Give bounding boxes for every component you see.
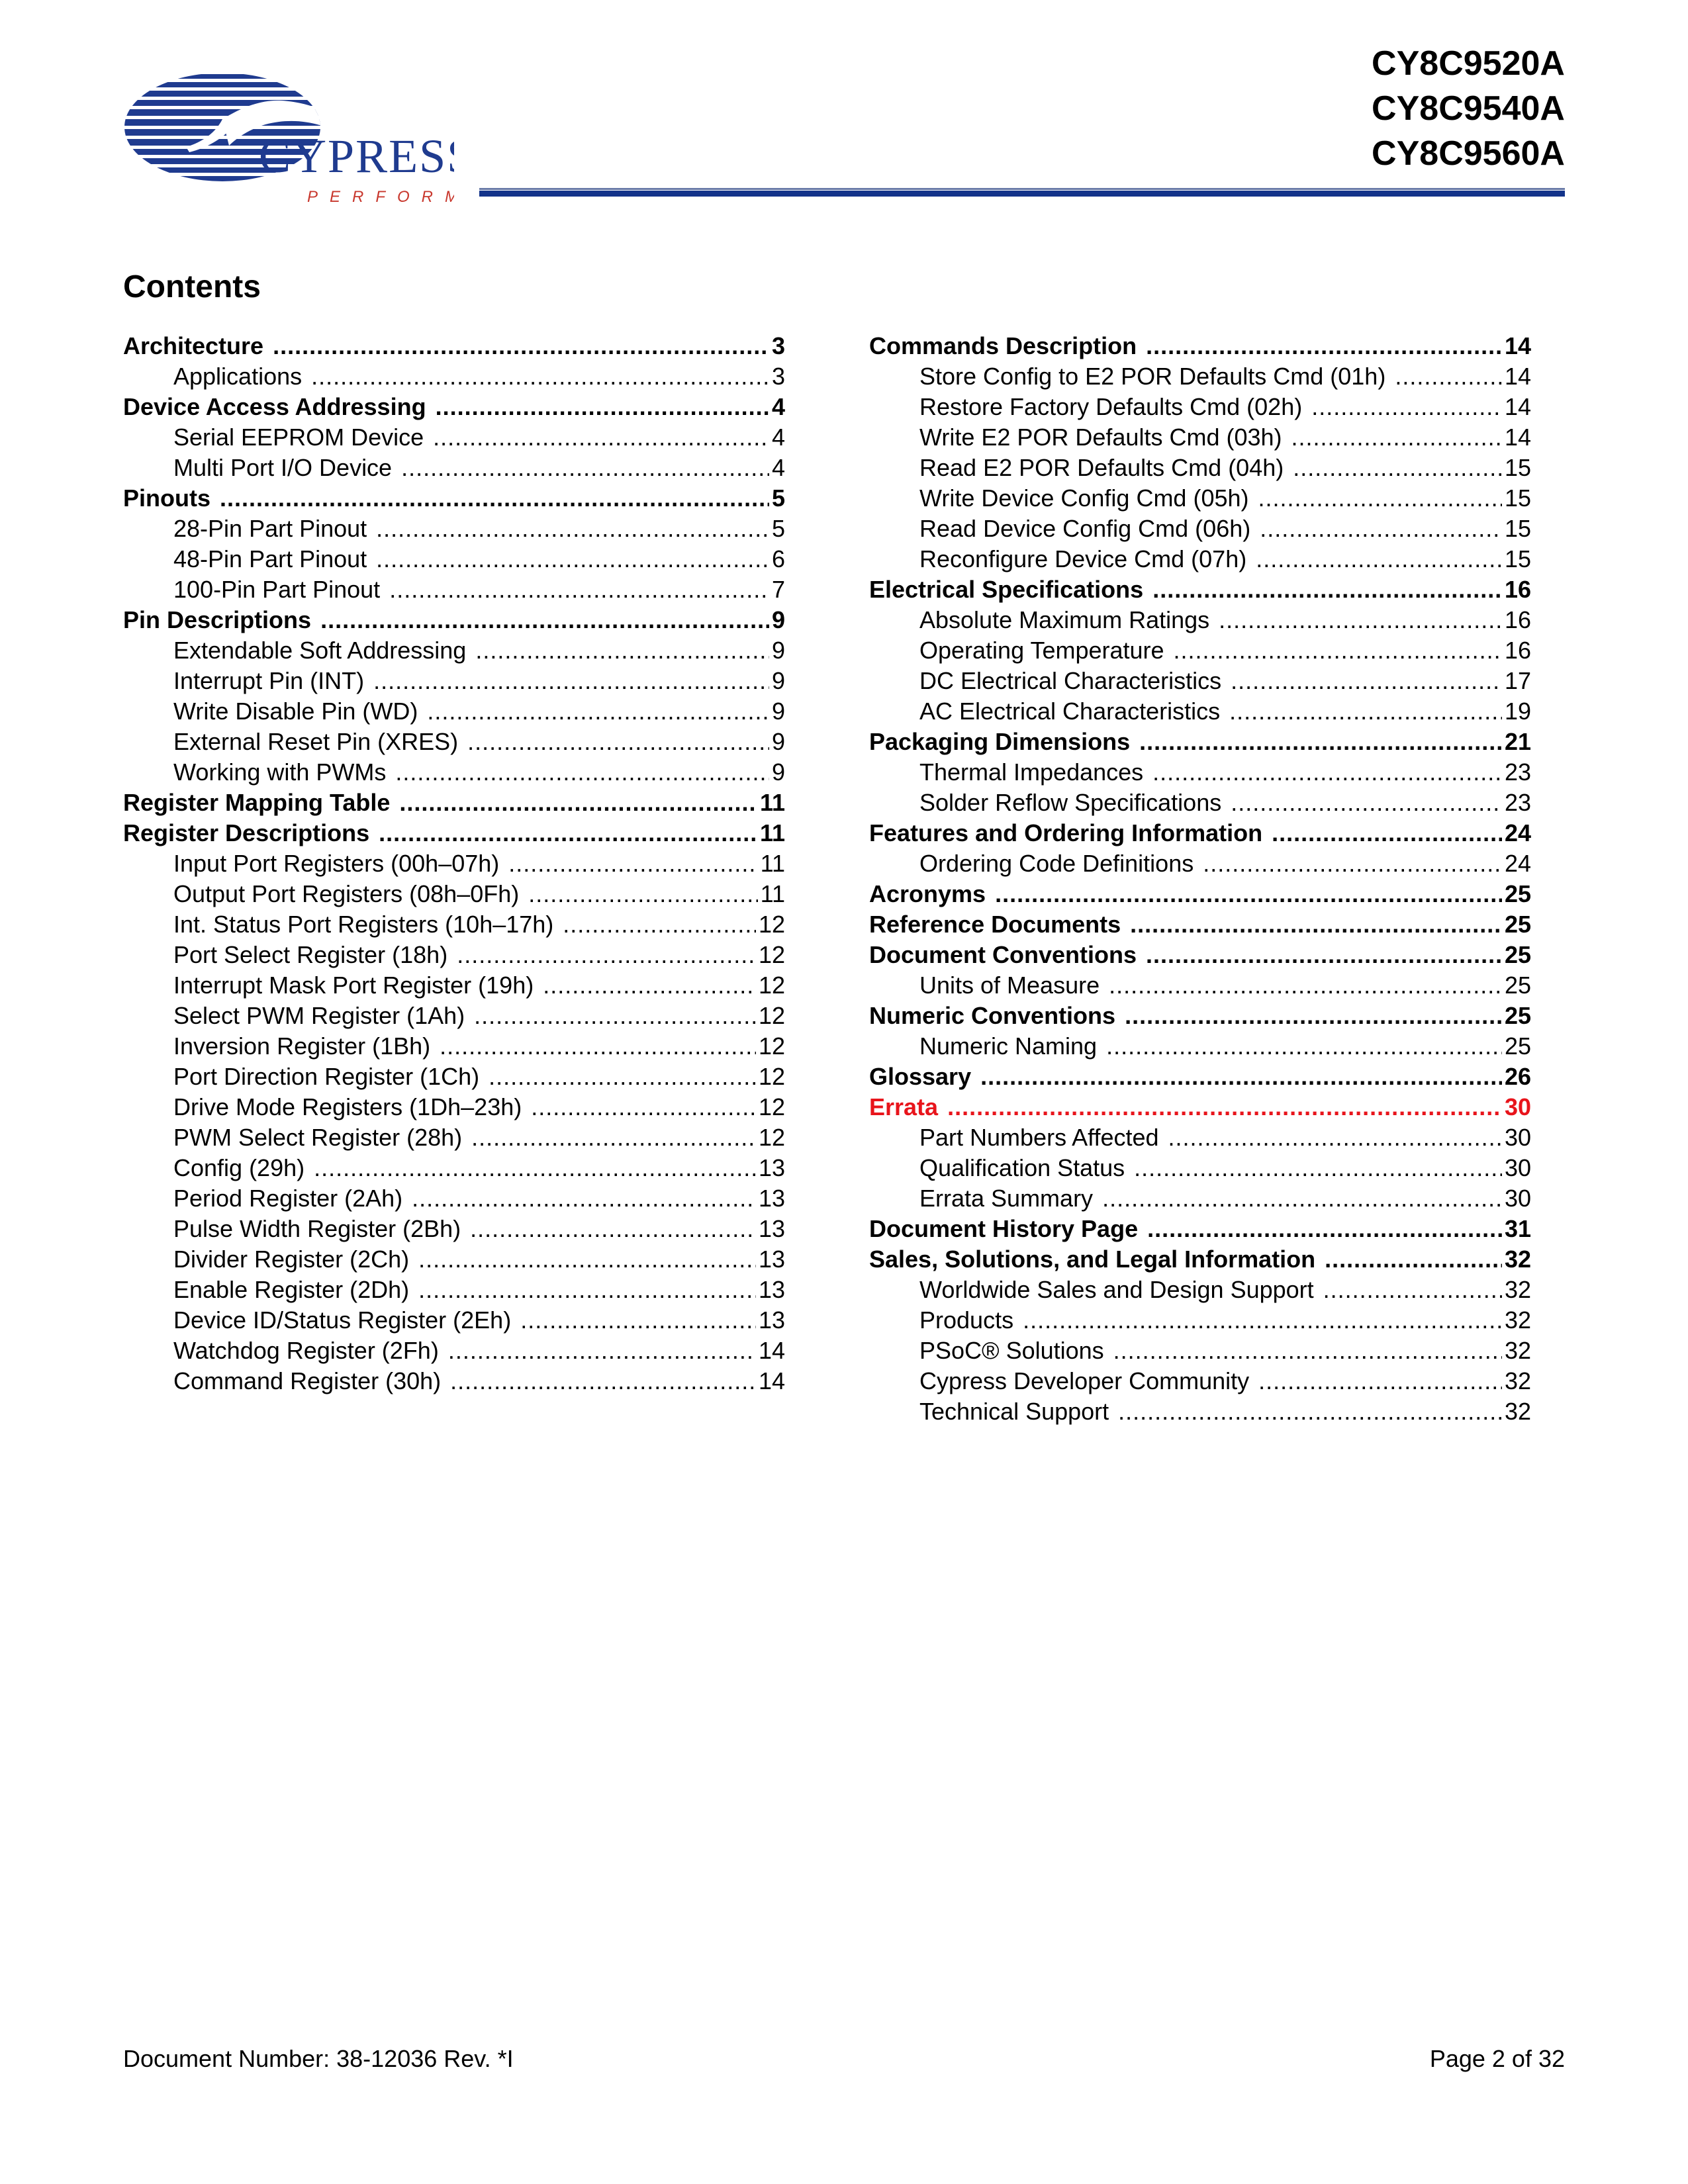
toc-subsection-link[interactable] xyxy=(869,1122,1531,1153)
toc-section-link[interactable] xyxy=(869,909,1531,940)
toc-subsection-link[interactable] xyxy=(869,666,1531,696)
toc-entry-title: Multi Port I/O Device xyxy=(173,454,393,481)
toc-entry-title: Reference Documents xyxy=(869,911,1121,938)
dot-leader xyxy=(412,1183,756,1214)
dot-leader xyxy=(448,1336,756,1366)
dot-leader xyxy=(320,605,769,635)
toc-page-number: 30 xyxy=(1504,1093,1531,1120)
toc-page-number: 30 xyxy=(1504,1185,1531,1212)
toc-page-number: 13 xyxy=(758,1215,785,1242)
toc-page-number: 6 xyxy=(771,545,785,572)
toc-section-link[interactable] xyxy=(123,788,785,818)
toc-entry-title: Absolute Maximum Ratings xyxy=(919,606,1210,633)
toc-subsection-link[interactable] xyxy=(869,635,1531,666)
toc-page-number: 12 xyxy=(758,1063,785,1090)
toc-page-number: 23 xyxy=(1504,758,1531,786)
toc-page-number: 23 xyxy=(1504,789,1531,816)
dot-leader xyxy=(1130,909,1502,940)
toc-page-number: 15 xyxy=(1504,454,1531,481)
toc-page-number: 12 xyxy=(758,1032,785,1060)
toc-entry-title: Pin Descriptions xyxy=(123,606,312,633)
toc-section-link[interactable] xyxy=(123,483,785,514)
dot-leader xyxy=(379,818,757,848)
toc-page-number: 16 xyxy=(1504,576,1531,603)
toc-subsection-link[interactable] xyxy=(123,635,785,666)
toc-subsection-link[interactable] xyxy=(869,422,1531,453)
toc-page-number: 16 xyxy=(1504,606,1531,633)
toc-subsection-link[interactable] xyxy=(123,453,785,483)
toc-subsection-link[interactable] xyxy=(123,1305,785,1336)
toc-subsection-link[interactable] xyxy=(123,1275,785,1305)
toc-entry-title: Input Port Registers (00h–07h) xyxy=(173,850,500,877)
part-number: CY8C9540A xyxy=(1372,89,1565,128)
toc-entry-title: Acronyms xyxy=(869,880,986,907)
toc-entry-title: Numeric Naming xyxy=(919,1032,1098,1060)
toc-page-number: 12 xyxy=(758,1002,785,1029)
toc-entry-title: Numeric Conventions xyxy=(869,1002,1116,1029)
dot-leader xyxy=(1231,788,1502,818)
toc-entry-title: Commands Description xyxy=(869,332,1137,359)
toc-subsection-link[interactable] xyxy=(869,1275,1531,1305)
dot-leader xyxy=(1152,574,1502,605)
toc-subsection-link[interactable] xyxy=(869,1336,1531,1366)
toc-page-number: 12 xyxy=(758,1093,785,1120)
toc-entry-title: Enable Register (2Dh) xyxy=(173,1276,410,1303)
dot-leader xyxy=(1134,1153,1502,1183)
dot-leader xyxy=(399,788,757,818)
dot-leader xyxy=(1139,727,1502,757)
toc-page-number: 12 xyxy=(758,911,785,938)
dot-leader xyxy=(1272,818,1502,848)
toc-entry-title: 100-Pin Part Pinout xyxy=(173,576,381,603)
header-rule-thin xyxy=(479,188,1565,190)
dot-leader xyxy=(1109,970,1502,1001)
toc-right-column xyxy=(869,331,1531,1427)
toc-page-number: 32 xyxy=(1504,1337,1531,1364)
dot-leader xyxy=(1118,1396,1502,1427)
toc-page-number: 14 xyxy=(1504,363,1531,390)
toc-section-link[interactable] xyxy=(869,879,1531,909)
toc-subsection-link[interactable] xyxy=(123,1092,785,1122)
dot-leader xyxy=(1146,331,1502,361)
toc-entry-title: External Reset Pin (XRES) xyxy=(173,728,459,755)
toc-section-link[interactable] xyxy=(869,1001,1531,1031)
toc-page-number: 5 xyxy=(771,515,785,542)
toc-entry-title: Reconfigure Device Cmd (07h) xyxy=(919,545,1247,572)
toc-section-link[interactable] xyxy=(869,1214,1531,1244)
dot-leader xyxy=(1323,1275,1502,1305)
toc-entry-title: 28-Pin Part Pinout xyxy=(173,515,367,542)
toc-subsection-link[interactable] xyxy=(123,1183,785,1214)
toc-entry-title: Config (29h) xyxy=(173,1154,305,1181)
toc-page-number: 15 xyxy=(1504,484,1531,512)
toc-entry-title: Output Port Registers (08h–0Fh) xyxy=(173,880,520,907)
dot-leader xyxy=(314,1153,756,1183)
toc-subsection-link[interactable] xyxy=(869,605,1531,635)
toc-subsection-link[interactable] xyxy=(869,757,1531,788)
toc-subsection-link[interactable] xyxy=(123,514,785,544)
toc-page-number: 5 xyxy=(771,484,785,512)
toc-subsection-link[interactable] xyxy=(869,970,1531,1001)
toc-entry-title: Period Register (2Ah) xyxy=(173,1185,403,1212)
toc-page-number: 14 xyxy=(758,1367,785,1394)
dot-leader xyxy=(543,970,756,1001)
dot-leader xyxy=(1291,422,1502,453)
toc-entry-title: Products xyxy=(919,1306,1014,1334)
toc-page-number: 30 xyxy=(1504,1154,1531,1181)
toc-section-link[interactable] xyxy=(869,940,1531,970)
toc-subsection-link[interactable] xyxy=(869,1183,1531,1214)
dot-leader xyxy=(470,1214,756,1244)
toc-page-number: 9 xyxy=(771,698,785,725)
toc-section-link[interactable] xyxy=(869,574,1531,605)
toc-page-number: 11 xyxy=(759,819,785,846)
toc-page-number: 26 xyxy=(1504,1063,1531,1090)
dot-leader xyxy=(401,453,769,483)
toc-page-number: 30 xyxy=(1504,1124,1531,1151)
toc-page-number: 14 xyxy=(1504,393,1531,420)
toc-page-number: 25 xyxy=(1504,880,1531,907)
toc-entry-title: Device ID/Status Register (2Eh) xyxy=(173,1306,512,1334)
toc-page-number: 13 xyxy=(758,1154,785,1181)
toc-entry-title: Int. Status Port Registers (10h–17h) xyxy=(173,911,554,938)
toc-page-number: 32 xyxy=(1504,1246,1531,1273)
dot-leader xyxy=(1146,940,1502,970)
toc-subsection-link[interactable] xyxy=(869,361,1531,392)
toc-page-number: 11 xyxy=(760,850,785,877)
toc-page-number: 4 xyxy=(771,393,785,420)
toc-subsection-link[interactable] xyxy=(123,544,785,574)
dot-leader xyxy=(1203,848,1502,879)
toc-page-number: 25 xyxy=(1504,911,1531,938)
toc-subsection-link[interactable] xyxy=(123,757,785,788)
toc-entry-title: Interrupt Pin (INT) xyxy=(173,667,365,694)
toc-page-number: 14 xyxy=(758,1337,785,1364)
toc-page-number: 4 xyxy=(771,454,785,481)
dot-leader xyxy=(1293,453,1502,483)
toc-subsection-link[interactable] xyxy=(869,483,1531,514)
toc-subsection-link[interactable] xyxy=(123,1031,785,1062)
dot-leader xyxy=(1231,666,1502,696)
toc-entry-title: PSoC® Solutions xyxy=(919,1337,1104,1364)
toc-entry-title: Document Conventions xyxy=(869,941,1137,968)
logo-wordmark: CYPRESS xyxy=(259,130,454,183)
dot-leader xyxy=(436,392,769,422)
dot-leader xyxy=(475,635,769,666)
toc-subsection-link[interactable] xyxy=(123,1244,785,1275)
toc-page-number: 3 xyxy=(771,332,785,359)
toc-entry-title: Read E2 POR Defaults Cmd (04h) xyxy=(919,454,1284,481)
toc-page-number: 12 xyxy=(758,941,785,968)
toc-page-number: 32 xyxy=(1504,1398,1531,1425)
toc-entry-title: Features and Ordering Information xyxy=(869,819,1263,846)
toc-page-number: 25 xyxy=(1504,1032,1531,1060)
toc-page-number: 13 xyxy=(758,1246,785,1273)
toc-subsection-link[interactable] xyxy=(123,1001,785,1031)
toc-page-number: 17 xyxy=(1504,667,1531,694)
toc-entry-title: Applications xyxy=(173,363,303,390)
dot-leader xyxy=(1125,1001,1502,1031)
toc-section-link[interactable] xyxy=(869,818,1531,848)
toc-entry-title: Extendable Soft Addressing xyxy=(173,637,467,664)
toc-entry-title: Write E2 POR Defaults Cmd (03h) xyxy=(919,424,1282,451)
page-number: Page 2 of 32 xyxy=(1429,2045,1565,2072)
toc-subsection-link[interactable] xyxy=(123,1336,785,1366)
toc-subsection-link[interactable] xyxy=(869,1396,1531,1427)
dot-leader xyxy=(1113,1336,1502,1366)
dot-leader xyxy=(563,909,756,940)
toc-page-number: 11 xyxy=(760,880,785,907)
toc-page-number: 14 xyxy=(1504,332,1531,359)
toc-page-number: 12 xyxy=(758,972,785,999)
toc-page-number: 24 xyxy=(1504,819,1531,846)
toc-entry-title: Register Mapping Table xyxy=(123,789,391,816)
dot-leader xyxy=(995,879,1502,909)
toc-page-number: 11 xyxy=(759,789,785,816)
toc-entry-title: Ordering Code Definitions xyxy=(919,850,1194,877)
dot-leader xyxy=(373,666,769,696)
toc-entry-title: Architecture xyxy=(123,332,264,359)
toc-entry-title: Technical Support xyxy=(919,1398,1109,1425)
toc-page-number: 24 xyxy=(1504,850,1531,877)
dot-leader xyxy=(1260,514,1502,544)
toc-page-number: 9 xyxy=(771,667,785,694)
toc-subsection-link[interactable] xyxy=(123,848,785,879)
toc-entry-title: Electrical Specifications xyxy=(869,576,1144,603)
toc-entry-title: Operating Temperature xyxy=(919,637,1164,664)
toc-entry-title: 48-Pin Part Pinout xyxy=(173,545,367,572)
header-rule xyxy=(479,191,1565,197)
toc-page-number: 12 xyxy=(758,1124,785,1151)
toc-entry-title: Cypress Developer Community xyxy=(919,1367,1250,1394)
toc-page-number: 32 xyxy=(1504,1306,1531,1334)
toc-page-number: 32 xyxy=(1504,1367,1531,1394)
toc-subsection-link[interactable] xyxy=(123,909,785,940)
toc-subsection-link[interactable] xyxy=(123,422,785,453)
dot-leader xyxy=(433,422,769,453)
dot-leader xyxy=(1174,635,1502,666)
toc-page-number: 4 xyxy=(771,424,785,451)
toc-subsection-link[interactable] xyxy=(869,514,1531,544)
dot-leader xyxy=(1102,1183,1502,1214)
dot-leader xyxy=(450,1366,756,1396)
toc-entry-title: Inversion Register (1Bh) xyxy=(173,1032,431,1060)
toc-page-number: 7 xyxy=(771,576,785,603)
toc-page-number: 16 xyxy=(1504,637,1531,664)
document-number: Document Number: 38-12036 Rev. *I xyxy=(123,2045,514,2072)
toc-entry-title: Sales, Solutions, and Legal Information xyxy=(869,1246,1316,1273)
dot-leader xyxy=(311,361,769,392)
toc-page-number: 31 xyxy=(1504,1215,1531,1242)
dot-leader xyxy=(531,1092,756,1122)
dot-leader xyxy=(520,1305,756,1336)
dot-leader xyxy=(389,574,769,605)
dot-leader xyxy=(1229,696,1502,727)
toc-section-link[interactable] xyxy=(869,1244,1531,1275)
toc-page-number: 25 xyxy=(1504,1002,1531,1029)
toc-section-link[interactable] xyxy=(123,392,785,422)
toc-entry-title: Drive Mode Registers (1Dh–23h) xyxy=(173,1093,522,1120)
toc-subsection-link[interactable] xyxy=(123,361,785,392)
toc-subsection-link[interactable] xyxy=(123,1366,785,1396)
toc-page-number: 15 xyxy=(1504,515,1531,542)
toc-subsection-link[interactable] xyxy=(869,788,1531,818)
toc-page-number: 21 xyxy=(1504,728,1531,755)
toc-subsection-link[interactable] xyxy=(869,544,1531,574)
toc-entry-title: Pinouts xyxy=(123,484,211,512)
dot-leader xyxy=(528,879,757,909)
toc-entry-title: Thermal Impedances xyxy=(919,758,1144,786)
dot-leader xyxy=(1325,1244,1502,1275)
toc-entry-title: Interrupt Mask Port Register (19h) xyxy=(173,972,534,999)
dot-leader xyxy=(980,1062,1502,1092)
toc-entry-title: Restore Factory Defaults Cmd (02h) xyxy=(919,393,1303,420)
toc-entry-title: PWM Select Register (28h) xyxy=(173,1124,463,1151)
toc-page-number: 9 xyxy=(771,637,785,664)
toc-subsection-link[interactable] xyxy=(123,727,785,757)
toc-subsection-link[interactable] xyxy=(123,1122,785,1153)
toc-subsection-link[interactable] xyxy=(123,970,785,1001)
toc-page-number: 32 xyxy=(1504,1276,1531,1303)
toc-entry-title: Port Select Register (18h) xyxy=(173,941,448,968)
dot-leader xyxy=(376,514,769,544)
dot-leader xyxy=(1256,544,1502,574)
toc-subsection-link[interactable] xyxy=(869,453,1531,483)
dot-leader xyxy=(1152,757,1502,788)
toc-entry-title: Store Config to E2 POR Defaults Cmd (01h) xyxy=(919,363,1386,390)
toc-section-link[interactable] xyxy=(869,331,1531,361)
dot-leader xyxy=(1395,361,1502,392)
dot-leader xyxy=(1168,1122,1502,1153)
toc-entry-title: Units of Measure xyxy=(919,972,1100,999)
toc-page-number: 3 xyxy=(771,363,785,390)
toc-left-column xyxy=(123,331,785,1396)
dot-leader xyxy=(457,940,756,970)
dot-leader xyxy=(508,848,757,879)
dot-leader xyxy=(427,696,769,727)
dot-leader xyxy=(273,331,769,361)
toc-subsection-link[interactable] xyxy=(869,392,1531,422)
toc-entry-title: Select PWM Register (1Ah) xyxy=(173,1002,465,1029)
toc-page-number: 9 xyxy=(771,606,785,633)
contents-heading: Contents xyxy=(123,269,261,304)
toc-entry-title: Packaging Dimensions xyxy=(869,728,1131,755)
cypress-globe-icon xyxy=(123,73,454,212)
part-number: CY8C9520A xyxy=(1372,44,1565,83)
toc-subsection-link[interactable] xyxy=(123,1153,785,1183)
toc-entry-title: Command Register (30h) xyxy=(173,1367,442,1394)
logo-tagline: PERFORM xyxy=(307,188,454,206)
cypress-logo xyxy=(123,73,454,212)
toc-subsection-link[interactable] xyxy=(869,1153,1531,1183)
part-number: CY8C9560A xyxy=(1372,134,1565,173)
toc-page-number: 9 xyxy=(771,728,785,755)
toc-page-number: 25 xyxy=(1504,941,1531,968)
toc-subsection-link[interactable] xyxy=(123,574,785,605)
toc-entry-title: Write Disable Pin (WD) xyxy=(173,698,418,725)
toc-section-link[interactable] xyxy=(869,727,1531,757)
dot-leader xyxy=(474,1001,756,1031)
toc-section-link[interactable] xyxy=(869,1062,1531,1092)
toc-subsection-link[interactable] xyxy=(869,1031,1531,1062)
toc-page-number: 25 xyxy=(1504,972,1531,999)
dot-leader xyxy=(489,1062,756,1092)
toc-section-link[interactable] xyxy=(123,818,785,848)
toc-entry-title: Port Direction Register (1Ch) xyxy=(173,1063,480,1090)
toc-entry-title: Read Device Config Cmd (06h) xyxy=(919,515,1251,542)
toc-entry-title: Watchdog Register (2Fh) xyxy=(173,1337,439,1364)
dot-leader xyxy=(1258,483,1502,514)
toc-subsection-link[interactable] xyxy=(869,1305,1531,1336)
toc-entry-title: DC Electrical Characteristics xyxy=(919,667,1222,694)
dot-leader xyxy=(418,1244,756,1275)
toc-page-number: 15 xyxy=(1504,545,1531,572)
toc-subsection-link[interactable] xyxy=(869,848,1531,879)
toc-entry-title: Errata xyxy=(869,1093,939,1120)
toc-subsection-link[interactable] xyxy=(123,1214,785,1244)
toc-entry-title: Device Access Addressing xyxy=(123,393,426,420)
toc-entry-title: Pulse Width Register (2Bh) xyxy=(173,1215,461,1242)
dot-leader xyxy=(376,544,769,574)
toc-entry-title: Write Device Config Cmd (05h) xyxy=(919,484,1249,512)
toc-entry-title: Errata Summary xyxy=(919,1185,1094,1212)
toc-entry-title: Document History Page xyxy=(869,1215,1139,1242)
toc-entry-title: Solder Reflow Specifications xyxy=(919,789,1222,816)
dot-leader xyxy=(418,1275,756,1305)
toc-page-number: 9 xyxy=(771,758,785,786)
toc-subsection-link[interactable] xyxy=(869,696,1531,727)
dot-leader xyxy=(467,727,769,757)
toc-entry-title: Working with PWMs xyxy=(173,758,387,786)
toc-page-number: 13 xyxy=(758,1306,785,1334)
dot-leader xyxy=(220,483,769,514)
toc-entry-title: Register Descriptions xyxy=(123,819,370,846)
toc-section-link[interactable] xyxy=(123,605,785,635)
toc-entry-title: Divider Register (2Ch) xyxy=(173,1246,410,1273)
toc-entry-title: Part Numbers Affected xyxy=(919,1124,1159,1151)
dot-leader xyxy=(395,757,769,788)
dot-leader xyxy=(1258,1366,1502,1396)
dot-leader xyxy=(471,1122,756,1153)
dot-leader xyxy=(947,1092,1502,1122)
dot-leader xyxy=(1147,1214,1502,1244)
dot-leader xyxy=(1023,1305,1502,1336)
toc-section-link[interactable] xyxy=(123,331,785,361)
toc-entry-title: Worldwide Sales and Design Support xyxy=(919,1276,1314,1303)
toc-entry-title: Serial EEPROM Device xyxy=(173,424,424,451)
toc-subsection-link[interactable] xyxy=(123,1062,785,1092)
toc-page-number: 14 xyxy=(1504,424,1531,451)
toc-entry-title: Qualification Status xyxy=(919,1154,1125,1181)
toc-page-number: 19 xyxy=(1504,698,1531,725)
toc-subsection-link[interactable] xyxy=(123,940,785,970)
toc-section-link[interactable] xyxy=(869,1092,1531,1122)
dot-leader xyxy=(1106,1031,1502,1062)
dot-leader xyxy=(1219,605,1502,635)
toc-subsection-link[interactable] xyxy=(123,666,785,696)
toc-page-number: 13 xyxy=(758,1276,785,1303)
toc-entry-title: Glossary xyxy=(869,1063,972,1090)
toc-subsection-link[interactable] xyxy=(123,696,785,727)
part-number-block xyxy=(1372,41,1565,176)
dot-leader xyxy=(1311,392,1502,422)
toc-entry-title: AC Electrical Characteristics xyxy=(919,698,1221,725)
toc-page-number: 13 xyxy=(758,1185,785,1212)
toc-subsection-link[interactable] xyxy=(869,1366,1531,1396)
toc-subsection-link[interactable] xyxy=(123,879,785,909)
dot-leader xyxy=(440,1031,756,1062)
